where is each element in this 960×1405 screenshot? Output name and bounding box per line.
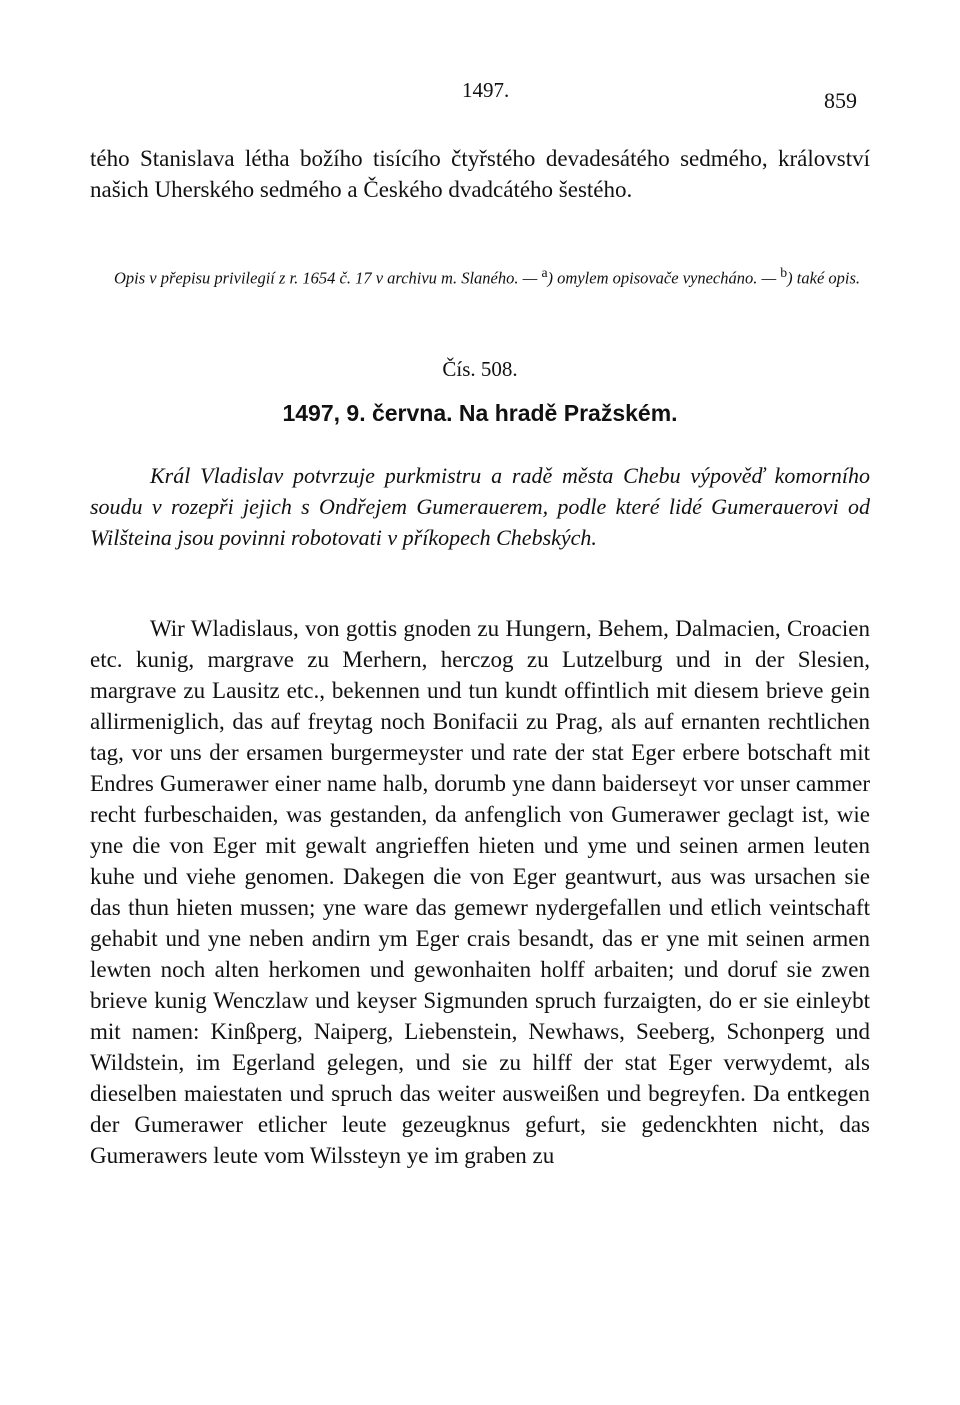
running-header <box>0 74 960 114</box>
note-a-text: ) omylem opisovače vynecháno. — <box>547 268 781 288</box>
header-year: 1497. <box>462 78 510 102</box>
source-footnote <box>90 262 870 289</box>
source-note-text: Opis v přepisu privilegií z r. 1654 č. 17 v archivu m. Slaného. — <box>114 268 542 288</box>
regest-summary: Král Vladislav potvrzuje purkmistru a radě města Chebu výpověď komorního soudu v rozepři jejich s Ondřejem Gumerauerem, podle které lidé Gumerauerovi od Wilšteina jsou povinni robotovati v příkopech Chebských. <box>90 463 870 550</box>
main-paragraph: Wir Wladislaus, von gottis gnoden zu Hungern, Behem, Dalmacien, Croacien etc. kunig, margrave zu Merhern, herczog zu Lutzelburg und in der Slesien, margrave zu Lausitz etc., bekennen und tun kundt offintlich mit diesem brieve gein allirmeniglich, das auf freytag noch Bonifacii zu Prag, als auf ernanten rechtlichen tag, vor uns der ersamen burgermeyster und rate der stat Eger erbere botschaft mit Endres Gumerawer einer name halb, dorumb yne dann baiderseyt vor unser cammer recht furbeschaiden, was gestanden, da anfenglich von Gumerawer geclagt ist, wie yne die von Eger mit gewalt angrieffen hieten und yme und seinen armen leuten kuhe und viehe genomen. Dakegen die von Eger geantwurt, aus was ursachen sie das thun hieten mussen; yne ware das gemewr nydergefallen und etlich veintschaft gehabit und yne neben andirn ym Eger crais besandt, das er yne mit seinen armen lewten noch alten herkomen und gewonhaiten holff arbaiten; und doruf sie zwen brieve kunig Wenczlaw und keyser Sigmunden spruch furzaigten, do er sie einleybt mit namen: Kinßperg, Naiperg, Liebenstein, Newhaws, Seeberg, Schonperg und Wildstein, im Egerland gelegen, und sie zu hilff der stat Eger verwydemt, als dieselben maiestaten und spruch das weiter ausweißen und begreyfen. Da entkegen der Gumerawer etlicher leute gezeugknus gefurt, sie gedenckhten nicht, das Gumerawers leute vom Wilssteyn ye im graben zu <box>90 616 870 1168</box>
note-b-marker: b <box>780 265 788 280</box>
document-number: Čís. 508. <box>442 357 518 381</box>
note-a-marker: a <box>541 265 548 280</box>
date-place-heading: 1497, 9. června. Na hradě Pražském. <box>282 400 678 426</box>
continuation-paragraph: tého Stanislava létha božího tisícího čtyřstého devadesátého sedmého, království našich Uherského sedmého a Českého dvadcátého šestého. <box>90 146 870 202</box>
main-text <box>90 613 870 1171</box>
note-b-text: ) také opis. <box>787 268 861 288</box>
page-number: 859 <box>824 88 857 113</box>
